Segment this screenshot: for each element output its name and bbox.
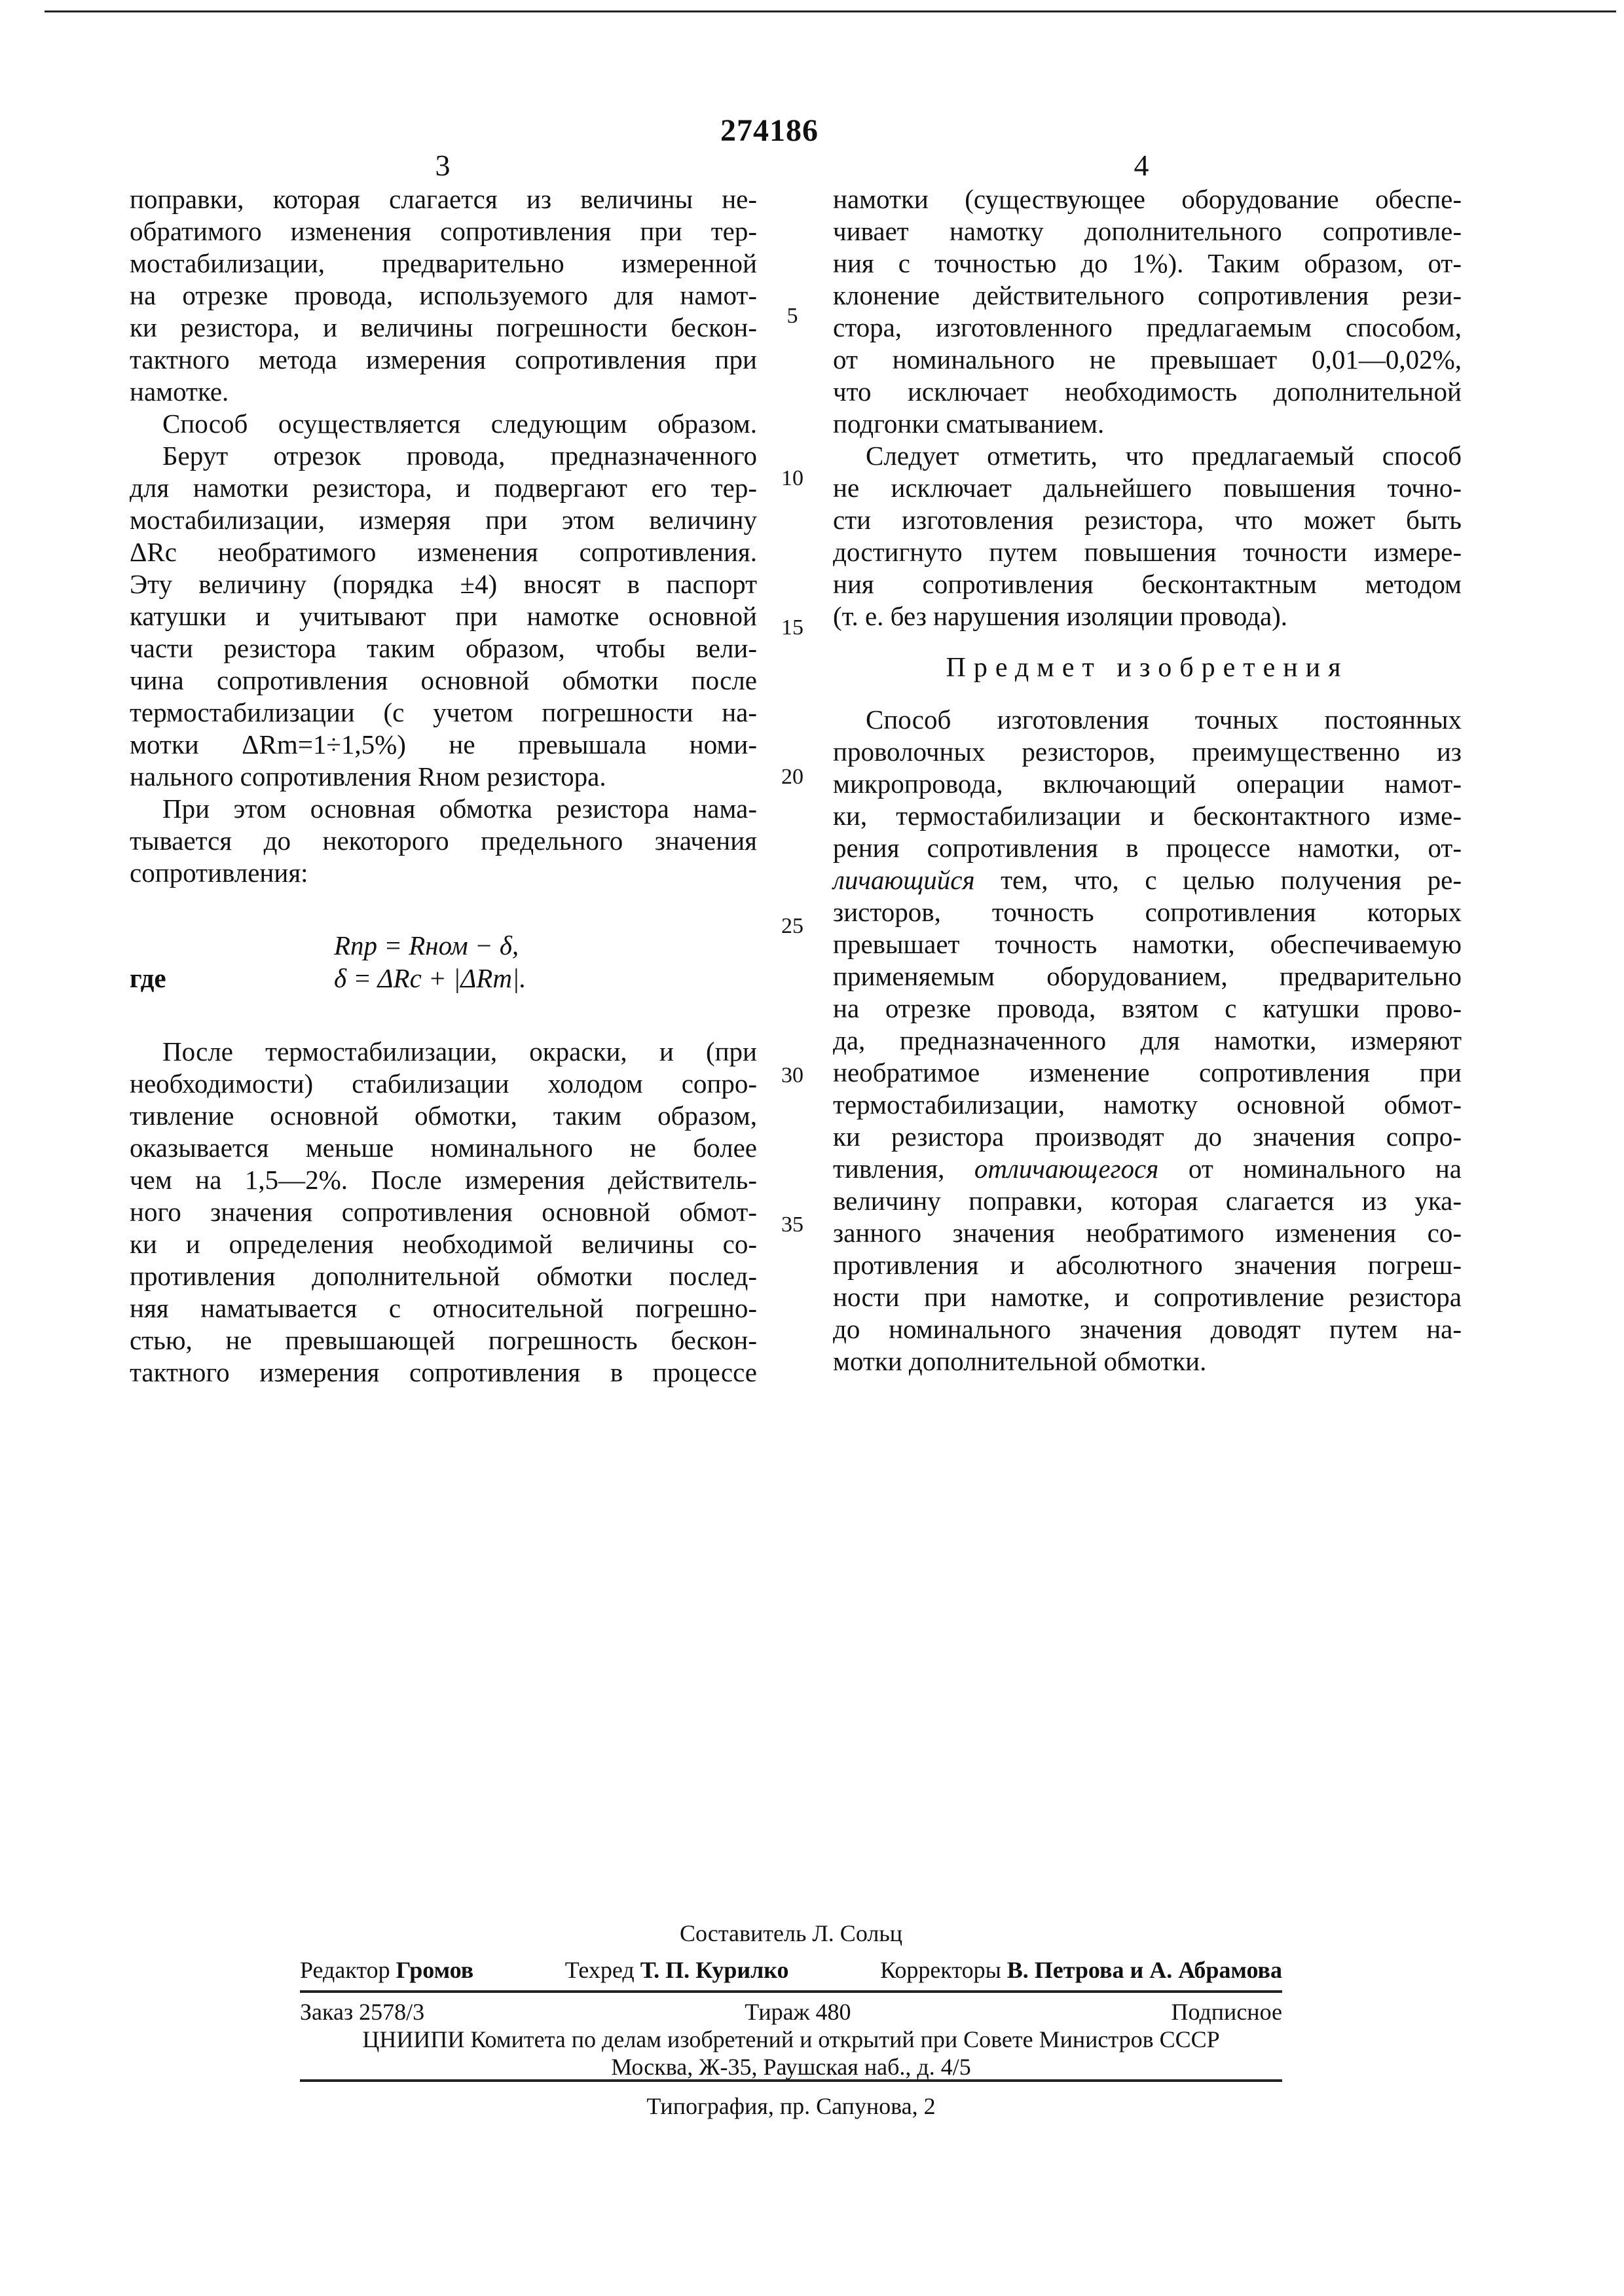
text-line: (т. е. без нарушения изоляции провода).	[833, 601, 1288, 631]
text-line: ния с точностью до 1%). Таким образом, от-	[833, 248, 1462, 278]
text-line: чивает намотку дополнительного сопротивле-	[833, 216, 1462, 246]
claim-line: противления и абсолютного значения погреш-	[833, 1250, 1462, 1280]
claim-line: личающийся тем, что, с целью получения ре-	[833, 865, 1462, 895]
techeditor	[565, 1956, 789, 1984]
claim-line: ки резистора производят до значения сопро-	[833, 1121, 1462, 1152]
text-line: термостабилизации (с учетом погрешности на-	[130, 697, 757, 727]
patent-number: 274186	[720, 113, 819, 148]
claim-line: мотки дополнительной обмотки.	[833, 1346, 1207, 1376]
text-line: противления дополнительной обмотки послед-	[130, 1261, 757, 1291]
institute: ЦНИИПИ Комитета по делам изобретений и открытий при Совете Министров СССР	[362, 2026, 1220, 2052]
text-line: катушки и учитывают при намотке основной	[130, 601, 757, 631]
formula-where-label: где	[130, 963, 166, 993]
claim-line: величину поправки, которая слагается из ука-	[833, 1186, 1462, 1216]
text-line: Следует отметить, что предлагаемый способ	[866, 441, 1462, 471]
imprint-rule-2	[300, 2079, 1282, 2082]
claim-line: зисторов, точность сопротивления которых	[833, 897, 1462, 927]
editor-name: Громов	[396, 1957, 474, 1983]
imprint-rule-1	[300, 1990, 1282, 1993]
techeditor-name: Т. П. Курилко	[640, 1957, 789, 1983]
text-line: тывается до некоторого предельного значения	[130, 826, 757, 856]
claim-line: тивления, отличающегося от номинального на	[833, 1154, 1462, 1184]
text-line: обратимого изменения сопротивления при тер-	[130, 216, 757, 246]
proofreaders	[880, 1956, 1282, 1984]
order-number: Заказ 2578/3	[300, 1999, 425, 2025]
line-number: 10	[781, 466, 803, 490]
line-number: 20	[781, 765, 803, 789]
top-rule	[45, 10, 1616, 12]
text-line: няя наматывается с относительной погрешно-	[130, 1293, 757, 1323]
text-line: оказывается меньше номинального не более	[130, 1133, 757, 1163]
text-line: необходимости) стабилизации холодом сопро-	[130, 1068, 757, 1099]
line-number: 15	[781, 615, 803, 640]
text-line: ΔRс необратимого изменения сопротивления.	[130, 537, 757, 567]
claim-line: ки, термостабилизации и бесконтактного изме-	[833, 801, 1462, 831]
text-line: нального сопротивления Rном резистора.	[130, 761, 606, 792]
left-column	[130, 183, 757, 1389]
imprint-staff-row	[300, 1956, 1282, 1984]
claim-line: необратимое изменение сопротивления при	[833, 1057, 1462, 1087]
formula-line-1: Rпр = Rном − δ,	[334, 930, 519, 960]
text-line: клонение действительного сопротивления рези-	[833, 280, 1462, 310]
text-line: При этом основная обмотка резистора нама-	[162, 793, 757, 824]
text-line: от номинального не превышает 0,01—0,02%,	[833, 344, 1462, 374]
printer: Типография, пр. Сапунова, 2	[646, 2093, 936, 2119]
text-line: не исключает дальнейшего повышения точно-	[833, 473, 1462, 503]
claim-line: проволочных резисторов, преимущественно из	[833, 737, 1462, 767]
claim-line: превышает точность намотки, обеспечиваемую	[833, 929, 1462, 959]
text-line: тивление основной обмотки, таким образом,	[130, 1101, 757, 1131]
formula-line-2: δ = ΔRс + |ΔRm|.	[334, 963, 526, 993]
text-line: чина сопротивления основной обмотки после	[130, 665, 757, 695]
text-line: Берут отрезок провода, предназначенного	[162, 441, 757, 471]
text-line: Способ осуществляется следующим образом.	[162, 409, 757, 439]
formula-block	[130, 930, 757, 995]
text-line: мотки ΔRm=1÷1,5%) не превышала номи-	[130, 729, 757, 759]
claim-line: занного значения необратимого изменения со-	[833, 1218, 1462, 1248]
claims-heading: Предмет изобретения	[946, 653, 1349, 683]
text-line: намотки (существующее оборудование обеспе-	[833, 184, 1462, 214]
imprint-order-row	[300, 1998, 1282, 2081]
text-line: стора, изготовленного предлагаемым способом,	[833, 312, 1462, 342]
text-line: ния сопротивления бесконтактным методом	[833, 569, 1462, 599]
text-line: ки и определения необходимой величины со-	[130, 1229, 757, 1259]
circulation: Тираж 480	[745, 1999, 851, 2025]
text-line: на отрезке провода, используемого для намот-	[130, 280, 757, 310]
line-number: 35	[781, 1212, 803, 1237]
column-number-left: 3	[435, 149, 451, 182]
line-number: 25	[781, 914, 803, 938]
claim-line: на отрезке провода, взятом с катушки прово-	[833, 993, 1462, 1023]
claim-line: до номинального значения доводят путем на-	[833, 1314, 1462, 1344]
claim-line: термостабилизации, намотку основной обмот-	[833, 1089, 1462, 1120]
claim-line: Способ изготовления точных постоянных	[866, 704, 1462, 735]
text-line: тактного метода измерения сопротивления при	[130, 344, 757, 374]
text-line: части резистора таким образом, чтобы вели-	[130, 633, 757, 663]
text-line: чем на 1,5—2%. После измерения действитель-	[130, 1165, 757, 1195]
editor-label: Редактор	[300, 1957, 390, 1983]
proofreaders-names: В. Петрова и А. Абрамова	[1006, 1957, 1282, 1983]
text-line: для намотки резистора, и подвергают его тер-	[130, 473, 757, 503]
editor	[300, 1956, 473, 1984]
text-line: мостабилизации, измеряя при этом величину	[130, 505, 757, 535]
imprint-compiler-row	[300, 1920, 1282, 1947]
compiler: Составитель Л. Сольц	[680, 1920, 902, 1946]
imprint-printer-row	[300, 2092, 1282, 2120]
text-line: После термостабилизации, окраски, и (при	[162, 1036, 757, 1066]
text-line: ного значения сопротивления основной обмот-	[130, 1197, 757, 1227]
right-column	[833, 183, 1462, 1377]
claim-line: да, предназначенного для намотки, измеряют	[833, 1025, 1462, 1055]
text-line: сопротивления:	[130, 858, 308, 888]
text-line: достигнуто путем повышения точности измере-	[833, 537, 1462, 567]
proofreaders-label: Корректоры	[880, 1957, 1001, 1983]
text-line: намотке.	[130, 376, 229, 407]
address: Москва, Ж-35, Раушская наб., д. 4/5	[611, 2054, 971, 2080]
text-line: ки резистора, и величины погрешности бескон-	[130, 312, 757, 342]
text-line: стью, не превышающей погрешность бескон-	[130, 1325, 757, 1355]
text-line: Эту величину (порядка ±4) вносят в паспорт	[130, 569, 757, 599]
line-number: 30	[781, 1063, 803, 1087]
claim-line: применяемым оборудованием, предварительно	[833, 961, 1462, 991]
claim-line: микропровода, включающий операции намот-	[833, 769, 1462, 799]
subscription: Подписное	[1171, 1999, 1282, 2025]
column-number-right: 4	[1134, 149, 1149, 182]
techeditor-label: Техред	[564, 1957, 635, 1983]
text-line: подгонки сматыванием.	[833, 409, 1105, 439]
text-line: что исключает необходимость дополнительной	[833, 376, 1462, 407]
text-line: тактного измерения сопротивления в процессе	[130, 1357, 757, 1387]
claim-line: ности при намотке, и сопротивление резистора	[833, 1282, 1462, 1312]
text-line: поправки, которая слагается из величины не-	[130, 184, 757, 214]
text-line: сти изготовления резистора, что может быть	[833, 505, 1462, 535]
claim-line: рения сопротивления в процессе намотки, от-	[833, 833, 1462, 863]
text-line: мостабилизации, предварительно измеренной	[130, 248, 757, 278]
line-number: 5	[786, 304, 798, 328]
